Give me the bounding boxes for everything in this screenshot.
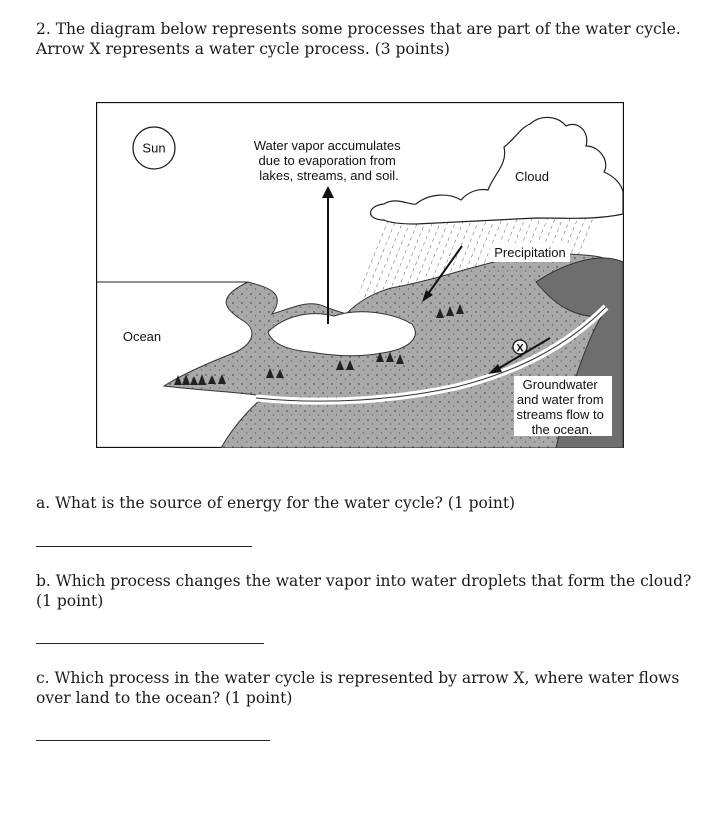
ocean-label: Ocean [122, 329, 162, 344]
sun-label: Sun [142, 140, 166, 156]
question-intro: 2. The diagram below represents some processes that are part of the water cycle. Arrow X represents a water cycle process. (3 points) [36, 20, 681, 58]
precipitation-label: Precipitation [494, 245, 566, 260]
answer-line-b[interactable] [36, 643, 264, 644]
arrow-x-label: X [516, 342, 524, 355]
groundwater-label: Groundwater and water from streams flow to the ocean. [516, 377, 604, 437]
answer-line-a[interactable] [36, 546, 252, 547]
question-c: c. Which process in the water cycle is represented by arrow X, where water flows over land to the ocean? (1 point) [36, 669, 680, 707]
question-a: a. What is the source of energy for the water cycle? (1 point) [36, 494, 516, 512]
vapor-label: Water vapor accumulates due to evaporation from lakes, streams, and soil. [253, 138, 401, 183]
question-b: b. Which process changes the water vapor into water droplets that form the cloud? (1 point) [36, 572, 692, 610]
water-cycle-diagram [96, 102, 624, 448]
cloud-label: Cloud [515, 169, 549, 184]
answer-line-c[interactable] [36, 740, 270, 741]
